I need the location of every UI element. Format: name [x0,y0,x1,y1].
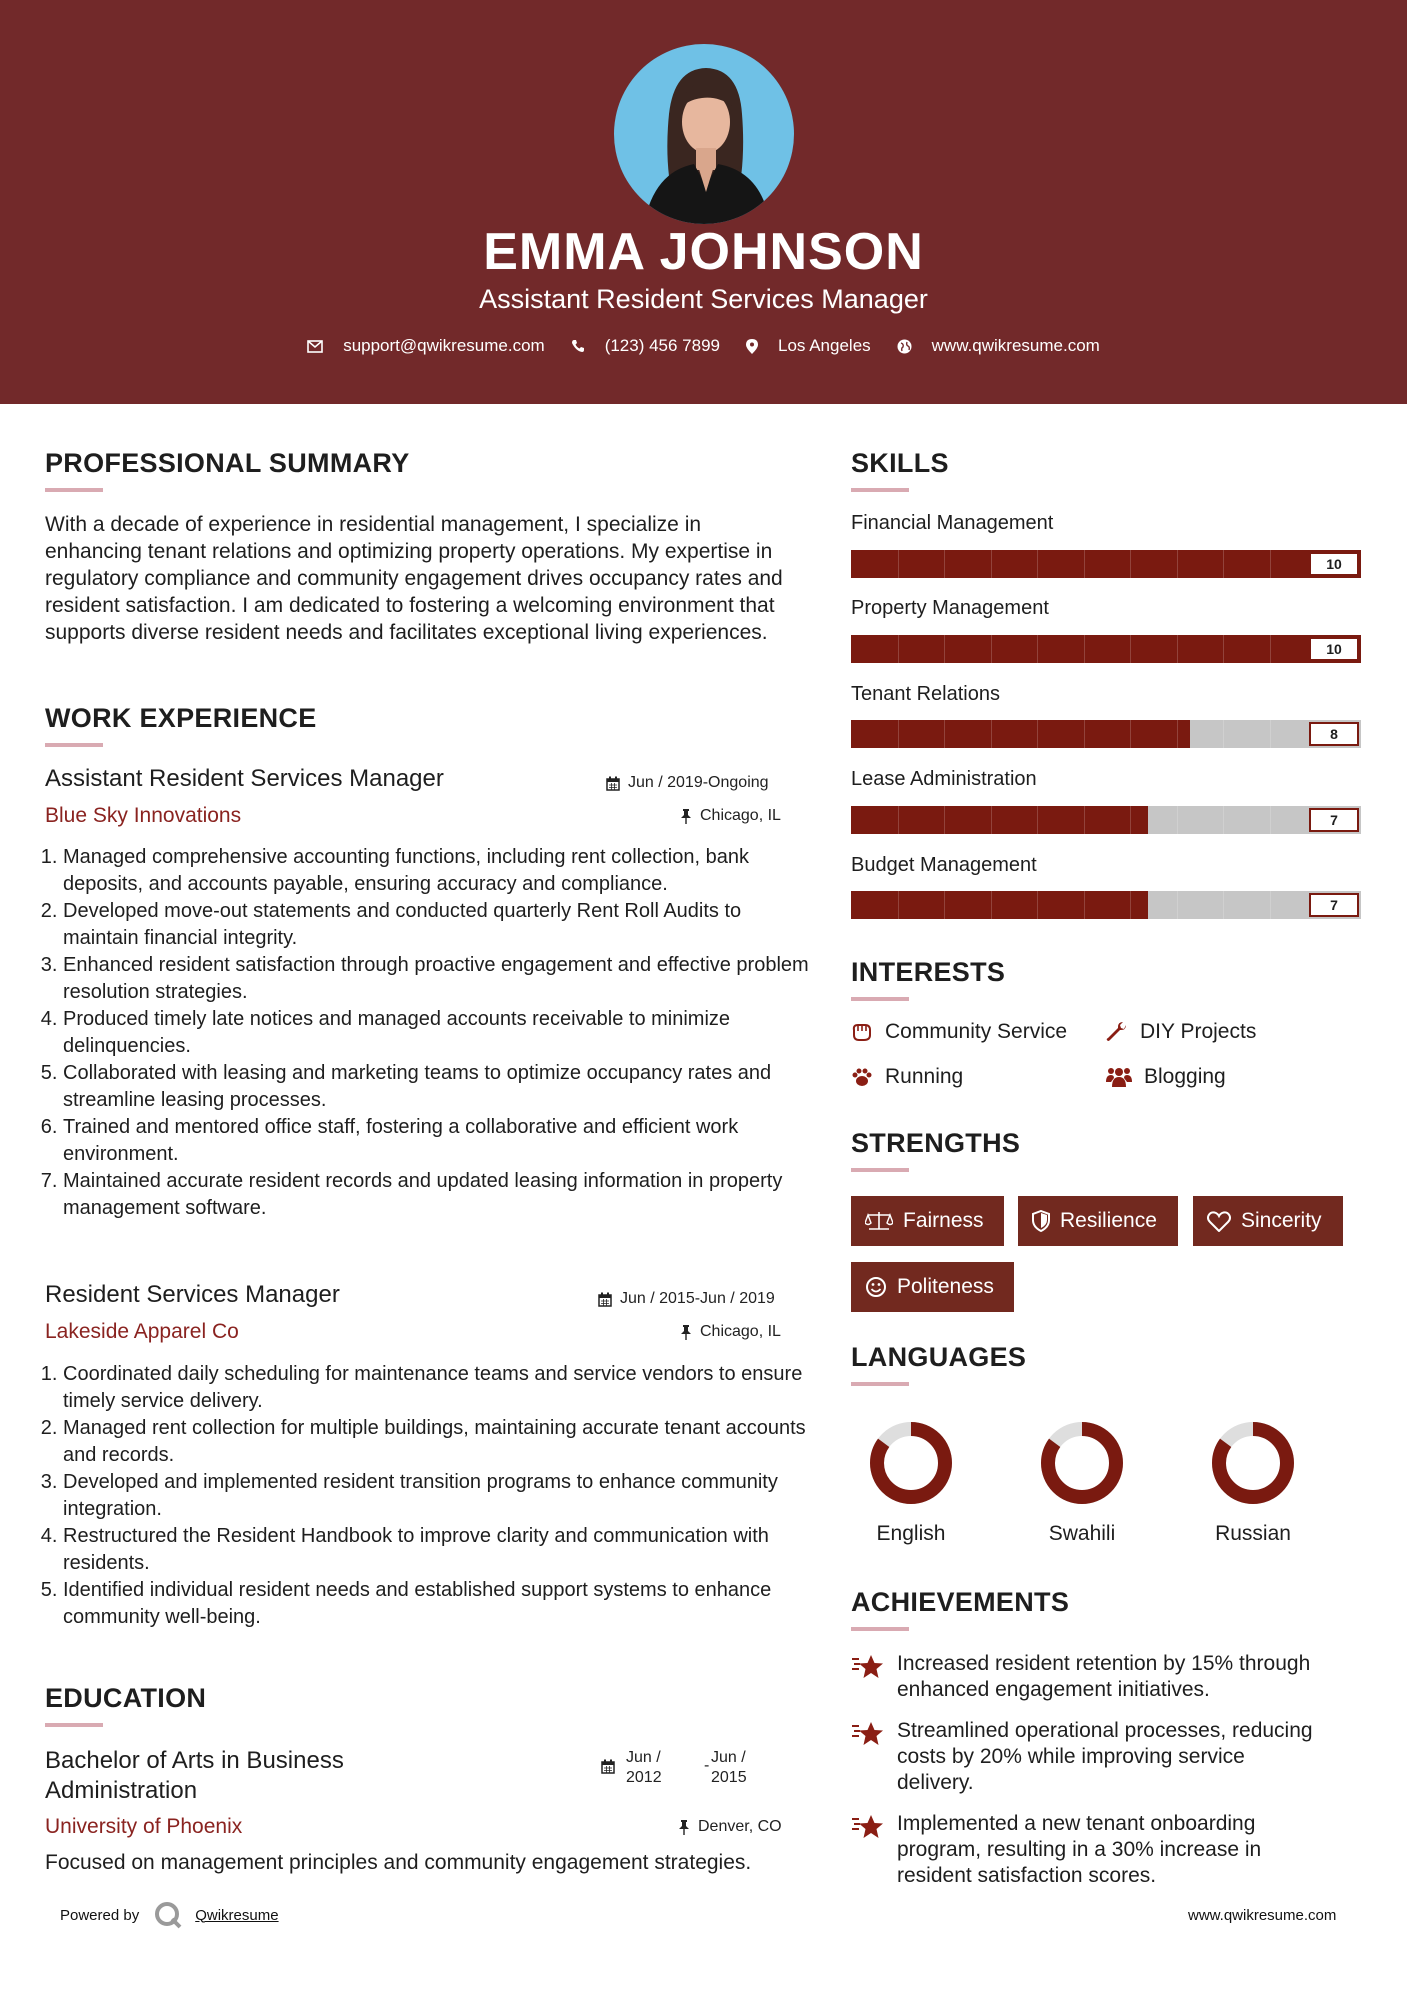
skill-score: 7 [1309,808,1359,832]
star-award-icon [851,1813,885,1841]
job-location [680,807,781,825]
job-duties-list [45,844,813,1222]
skills-heading: SKILLS [851,448,949,478]
website-text: www.qwikresume.com [931,336,1100,355]
candidate-name: EMMA JOHNSON [483,223,924,281]
skill-bar-segment [944,806,945,834]
skill-bar-segment [1084,550,1085,578]
star-award-icon [851,1653,885,1681]
strength-label: Fairness [903,1209,984,1232]
skill-label: Tenant Relations [851,683,1000,705]
contact-location [746,336,871,356]
skills-underline [851,488,909,492]
skill-bar-segment [991,891,992,919]
star-award-icon [851,1720,885,1748]
wrench-icon [1106,1021,1128,1043]
list-item: 6. Trained and mentored office staff, fostering a collaborative and efficient work environment. [63,1114,813,1168]
language-item [1183,1418,1323,1546]
candidate-title: Assistant Resident Services Manager [479,284,928,314]
language-name: Russian [1215,1522,1291,1545]
envelope-icon [307,340,323,353]
education-heading: EDUCATION [45,1683,207,1713]
interest-label: Blogging [1144,1065,1226,1088]
language-donut [1037,1418,1127,1508]
edu-location [678,1818,782,1836]
calendar-icon [606,776,620,791]
edu-start-month: Jun / [626,1749,661,1766]
skill-bar-segment [898,635,899,663]
interest-label: Running [885,1065,964,1088]
edu-end-year: 2015 [711,1769,747,1786]
interest-item [1106,1020,1256,1044]
skill-bar-segment [1130,720,1131,748]
achievements-underline [851,1627,909,1631]
degree-line: Bachelor of Arts in Business [45,1747,344,1774]
language-item [841,1418,981,1546]
contact-email[interactable] [307,336,545,356]
job-dates [606,774,769,792]
skill-bar-segment [1084,806,1085,834]
achievement-line: Streamlined operational processes, reducing [897,1719,1313,1742]
edu-start-date [626,1748,662,1788]
calendar-icon [601,1759,615,1774]
qwikresume-link[interactable]: Qwikresume [195,1906,279,1924]
interests-heading: INTERESTS [851,957,1006,987]
skill-bar-segment [1037,891,1038,919]
skill-bar-segment [1270,806,1271,834]
skill-bar-segment [1037,550,1038,578]
contact-phone[interactable] [571,336,720,356]
skill-bar [851,550,1361,578]
edu-date-dash: - [704,1757,710,1774]
achievement-line: Implemented a new tenant onboarding [897,1812,1256,1835]
contact-website[interactable] [897,336,1100,356]
skill-bar-segment [898,891,899,919]
skill-bar-segment [1177,635,1178,663]
skill-bar-segment [898,550,899,578]
language-donut [1208,1418,1298,1508]
skill-bar-segment [1270,550,1271,578]
job-dates [598,1290,775,1308]
interests-underline [851,997,909,1001]
skill-score: 10 [1309,637,1359,661]
strength-label: Politeness [897,1275,994,1298]
strengths-underline [851,1168,909,1172]
skill-label: Lease Administration [851,768,1037,790]
skill-bar-segment [1084,891,1085,919]
skill-bar-segment [1223,720,1224,748]
group-icon [1106,1066,1132,1088]
achievement-line: resident satisfaction scores. [897,1864,1157,1887]
achievements-heading: ACHIEVEMENTS [851,1587,1070,1617]
skill-score: 10 [1309,552,1359,576]
list-item: 5. Identified individual resident needs and established support systems to enhance community well-being. [63,1577,813,1631]
skill-bar-segment [991,720,992,748]
job-title: Assistant Resident Services Manager [45,765,444,792]
languages-heading: LANGUAGES [851,1342,1027,1372]
education-text: Focused on management principles and community engagement strategies. [45,1851,752,1874]
language-item [1012,1418,1152,1546]
strength-label: Resilience [1060,1209,1157,1232]
skill-bar-segment [944,891,945,919]
interest-label: Community Service [885,1020,1068,1043]
hand-icon [851,1022,873,1042]
contact-bar [0,336,1407,356]
language-donut [866,1418,956,1508]
skill-bar [851,891,1361,919]
list-item: 1. Coordinated daily scheduling for maintenance teams and service vendors to ensure timely service delivery. [63,1361,813,1415]
interest-item [851,1020,1067,1044]
achievement-text [897,1718,1407,1796]
skill-bar-fill [851,635,1361,663]
skill-bar [851,806,1361,834]
list-item: 3. Enhanced resident satisfaction through proactive engagement and effective problem resolution strategies. [63,952,813,1006]
education-underline [45,1723,103,1727]
skill-bar-segment [1270,720,1271,748]
skill-bar-segment [1130,806,1131,834]
skill-bar-fill [851,720,1190,748]
achievement-line: program, resulting in a 30% increase in [897,1838,1262,1861]
job-duties-list [45,1361,813,1631]
strengths-heading: STRENGTHS [851,1128,1021,1158]
list-item: 2. Developed move-out statements and conducted quarterly Rent Roll Audits to maintain financial integrity. [63,898,813,952]
job-location-text: Chicago, IL [700,1323,781,1340]
list-item: 7. Maintained accurate resident records and updated leasing information in property management software. [63,1168,813,1222]
heart-icon [1207,1211,1231,1232]
summary-heading: PROFESSIONAL SUMMARY [45,448,410,478]
language-name: English [876,1522,946,1545]
interest-item [851,1065,963,1089]
skill-bar-segment [1223,806,1224,834]
skill-bar-segment [1177,550,1178,578]
pushpin-icon [678,1820,690,1835]
skill-bar-segment [1037,806,1038,834]
pushpin-icon [680,1325,692,1340]
qwikresume-logo-icon [153,1900,183,1930]
edu-start-year: 2012 [626,1769,662,1786]
skill-bar-segment [1177,891,1178,919]
summary-text: With a decade of experience in residential management, I specialize in enhancing tenant relations and optimizing property operations. My expertise in regulatory compliance and community engagement drives occupancy rates and resident satisfaction. I am dedicated to fostering a welcoming environment that supports diverse resident needs and facilitates exceptional living experiences. [45,513,783,644]
strength-badge [1018,1196,1178,1246]
interest-label: DIY Projects [1140,1020,1257,1043]
pushpin-icon [680,809,692,824]
school-name: University of Phoenix [45,1815,243,1838]
globe-icon [897,339,912,354]
job-company: Lakeside Apparel Co [45,1320,239,1343]
achievement-item [851,1811,1407,1889]
edu-end-date [711,1748,747,1788]
skill-bar-segment [991,635,992,663]
skill-bar [851,720,1361,748]
avatar [614,44,794,224]
location-pin-icon [746,339,758,354]
skill-bar-segment [1037,635,1038,663]
skill-bar-segment [1223,891,1224,919]
experience-heading: WORK EXPERIENCE [45,703,317,733]
achievement-line: costs by 20% while improving service [897,1745,1245,1768]
strength-badge [851,1262,1014,1312]
languages-underline [851,1382,909,1386]
skill-bar-segment [1130,891,1131,919]
smile-icon [865,1276,887,1298]
skill-bar-segment [1084,635,1085,663]
job-dates-text: Jun / 2019-Ongoing [628,774,769,791]
powered-by [60,1900,279,1930]
skill-label: Property Management [851,597,1049,619]
skill-bar-segment [898,720,899,748]
list-item: 4. Restructured the Resident Handbook to improve clarity and communication with residents. [63,1523,813,1577]
list-item: 4. Produced timely late notices and managed accounts receivable to minimize delinquencies. [63,1006,813,1060]
job-location [680,1323,781,1341]
phone-icon [571,339,585,353]
job-location-text: Chicago, IL [700,807,781,824]
shield-icon [1032,1210,1050,1232]
powered-by-text: Powered by [60,1906,140,1924]
achievement-text [897,1651,1407,1703]
achievement-item [851,1718,1407,1796]
achievement-line: Increased resident retention by 15% through [897,1652,1311,1675]
job-company: Blue Sky Innovations [45,804,242,827]
achievement-line: delivery. [897,1771,974,1794]
skill-bar-segment [1223,550,1224,578]
skill-bar-segment [944,550,945,578]
paw-icon [851,1067,873,1087]
summary-underline [45,488,103,492]
skill-bar-segment [898,806,899,834]
phone-text: (123) 456 7899 [604,336,721,355]
edu-end-month: Jun / [711,1749,746,1766]
degree-line: Administration [45,1777,198,1804]
job-dates-text: Jun / 2015-Jun / 2019 [620,1290,775,1307]
strength-badge [851,1196,1004,1246]
skill-bar-segment [1223,635,1224,663]
skill-bar-segment [991,806,992,834]
skill-bar-segment [1084,720,1085,748]
job-title: Resident Services Manager [45,1281,340,1308]
skill-bar-fill [851,891,1148,919]
skill-bar-segment [944,720,945,748]
list-item: 3. Developed and implemented resident transition programs to enhance community integration. [63,1469,813,1523]
scale-icon [865,1210,893,1232]
location-text: Los Angeles [778,336,871,355]
strength-label: Sincerity [1241,1209,1322,1232]
interest-item [1106,1065,1226,1089]
skill-bar-segment [1270,635,1271,663]
skill-bar-segment [944,635,945,663]
achievement-text [897,1811,1407,1889]
skill-bar-segment [1130,550,1131,578]
skill-score: 8 [1309,722,1359,746]
edu-location-text: Denver, CO [698,1818,782,1835]
skill-bar-segment [1177,806,1178,834]
skill-label: Budget Management [851,854,1037,876]
skill-bar-segment [1270,891,1271,919]
email-text: support@qwikresume.com [343,336,545,355]
skill-bar-segment [991,550,992,578]
skill-bar-segment [1037,720,1038,748]
achievement-item [851,1651,1407,1703]
calendar-icon [598,1292,612,1307]
skill-bar-fill [851,806,1148,834]
footer-site[interactable]: www.qwikresume.com [1188,1907,1337,1924]
experience-underline [45,743,103,747]
skill-bar-segment [1177,720,1178,748]
list-item: 1. Managed comprehensive accounting functions, including rent collection, bank deposits, and accounts payable, ensuring accuracy and compliance. [63,844,813,898]
list-item: 5. Collaborated with leasing and marketing teams to optimize occupancy rates and streamline leasing processes. [63,1060,813,1114]
degree-title [45,1746,344,1806]
achievement-line: enhanced engagement initiatives. [897,1678,1210,1701]
skill-bar [851,635,1361,663]
header-banner [0,0,1407,404]
list-item: 2. Managed rent collection for multiple buildings, maintaining accurate tenant accounts and records. [63,1415,813,1469]
skill-bar-fill [851,550,1361,578]
skill-label: Financial Management [851,512,1054,534]
skill-score: 7 [1309,893,1359,917]
strength-badge [1193,1196,1343,1246]
language-name: Swahili [1048,1522,1116,1545]
skill-bar-segment [1130,635,1131,663]
